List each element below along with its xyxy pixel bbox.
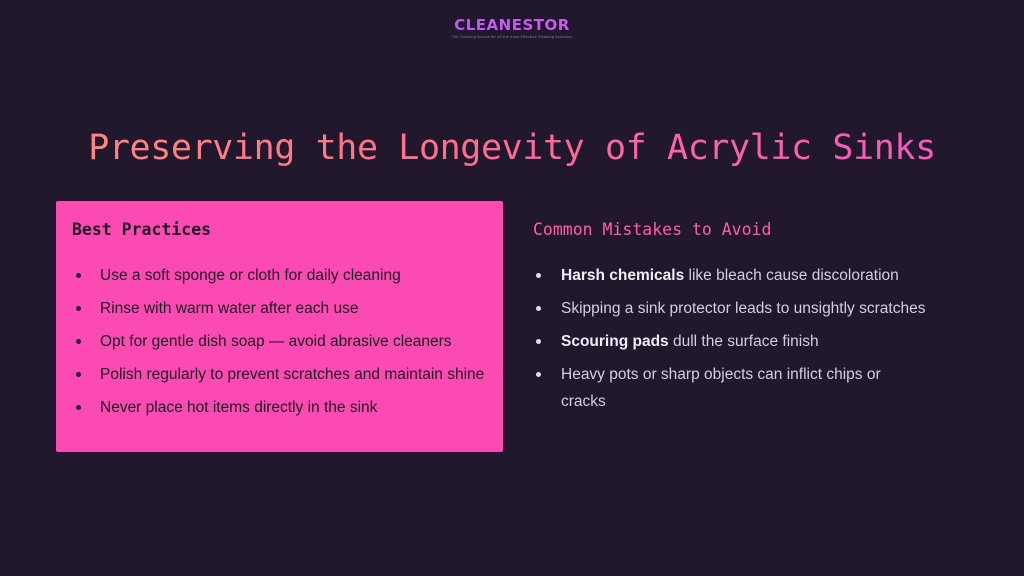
list-item: Use a soft sponge or cloth for daily cleaning xyxy=(76,262,496,289)
list-item-bold: Harsh chemicals xyxy=(561,267,685,284)
list-item-bold: Scouring pads xyxy=(561,333,669,350)
best-practices-card xyxy=(56,201,503,452)
list-item xyxy=(536,361,926,415)
slide-title: Preserving the Longevity of Acrylic Sinks xyxy=(0,128,1024,168)
list-item xyxy=(536,295,926,322)
list-item xyxy=(536,328,926,355)
list-item: Opt for gentle dish soap — avoid abrasive cleaners xyxy=(76,328,496,355)
list-item-text: like bleach cause discoloration xyxy=(684,267,899,284)
mistakes-heading: Common Mistakes to Avoid xyxy=(533,220,772,239)
list-item-text: dull the surface finish xyxy=(668,333,819,350)
brand-name: CLEANESTOR xyxy=(0,16,1024,34)
brand-logo xyxy=(0,16,1024,39)
list-item-text: Skipping a sink protector leads to unsightly scratches xyxy=(561,300,926,317)
best-practices-heading: Best Practices xyxy=(72,220,212,239)
list-item: Polish regularly to prevent scratches and maintain shine xyxy=(76,361,496,388)
list-item: Never place hot items directly in the sink xyxy=(76,394,496,421)
list-item xyxy=(536,262,926,289)
mistakes-list xyxy=(536,262,926,421)
list-item: Rinse with warm water after each use xyxy=(76,295,496,322)
list-item-text: Heavy pots or sharp objects can inflict chips or cracks xyxy=(561,366,881,410)
brand-tagline: The Cleaning Source for all the most Effective Cleaning Solutions xyxy=(451,35,573,39)
best-practices-list xyxy=(76,262,496,427)
